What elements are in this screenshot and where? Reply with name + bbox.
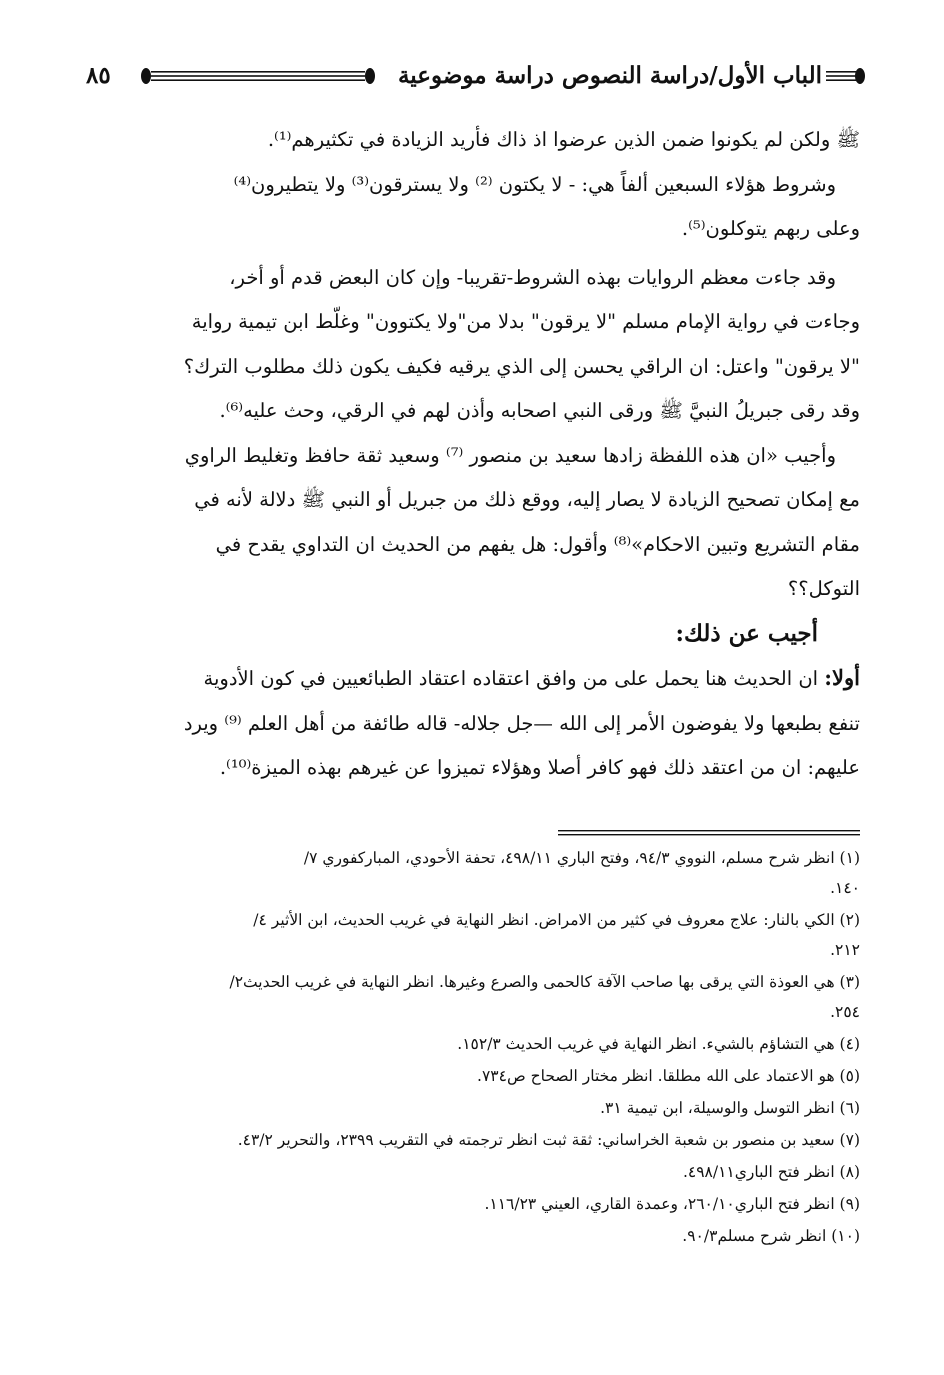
running-head-title: الباب الأول/دراسة النصوص دراسة موضوعية bbox=[397, 62, 822, 89]
footnotes bbox=[80, 843, 860, 1253]
text-line: وجاءت في رواية الإمام مسلم "لا يرقون" بدلا من"ولا يكتوون" وغلّط ابن تيمية رواية bbox=[191, 310, 860, 333]
text-line: ﷺ ولكن لم يكونوا ضمن الذين عرضوا اذ ذاك فأريد الزيادة في تكثيرهم⁽¹⁾. bbox=[267, 128, 860, 151]
text-line: مع إمكان تصحيح الزيادة لا يصار إليه، ووقع ذلك من جبريل أو النبي ﷺ دلالة لأنه في bbox=[194, 488, 860, 511]
page-number: ٨٥ bbox=[86, 62, 111, 89]
footnote-separator bbox=[558, 830, 860, 836]
text-line: مقام التشريع وتبين الاحكام»⁽⁸⁾ وأقول: هل يفهم من الحديث ان التداوي يقدح في bbox=[215, 532, 860, 556]
footnote-6: (٦) انظر التوسل والوسيلة، ابن تيمية ٣١. bbox=[600, 1099, 860, 1117]
section-heading: أجيب عن ذلك: bbox=[675, 619, 818, 647]
text-line: وقد رقى جبريلُ النبيَّ ﷺ ورقى النبي اصحابه وأذن لهم في الرقي، وحث عليه⁽⁶⁾. bbox=[219, 399, 860, 422]
footnote-1: (١) انظر شرح مسلم، النووي ٩٤/٣، وفتح الباري ٤٩٨/١١، تحفة الأحودي، المباركفوري ٧/ ١٤٠. bbox=[303, 849, 860, 897]
footnote-5: (٥) هو الاعتماد على الله مطلقا. انظر مختار الصحاح ص٧٣٤. bbox=[477, 1067, 860, 1085]
header-ornament-rule-right bbox=[826, 67, 866, 85]
footnote-2: (٢) الكي بالنار: علاج معروف في كثير من الامراض. انظر النهاية في غريب الحديث، ابن الأثير ٤/ ٢١٢. bbox=[253, 911, 860, 959]
footnote-8: (٨) انظر فتح الباري٤٩٨/١١. bbox=[682, 1163, 860, 1181]
point-text: ان الحديث هنا يحمل على من وافق اعتقاده اعتقاد الطبائعيين في كون الأدوية bbox=[203, 667, 825, 690]
page-header bbox=[86, 58, 866, 94]
main-text bbox=[80, 118, 860, 791]
text-line: وقد جاءت معظم الروايات بهذه الشروط-تقريبا- وإن كان البعض قدم أو أخر، bbox=[229, 265, 836, 289]
text-line: تنفع بطبعها ولا يفوضون الأمر إلى الله —جل جلاله- قاله طائفة من أهل العلم ⁽⁹⁾ ويرد bbox=[183, 711, 860, 735]
text-line: عليهم: ان من اعتقد ذلك فهو كافر أصلا وهؤلاء تميزوا عن غيرهم بهذه الميزة⁽¹⁰⁾. bbox=[219, 756, 860, 779]
text-line: وعلى ربهم يتوكلون⁽⁵⁾. bbox=[681, 217, 860, 240]
footnote-7: (٧) سعيد بن منصور بن شعبة الخراساني: ثقة ثبت انظر ترجمته في التقريب ٢٣٩٩، والتحرير ٤٣/٢. bbox=[237, 1131, 860, 1149]
text-line bbox=[80, 656, 860, 702]
text-line: وأجيب «ان هذه اللفظة زادها سعيد بن منصور ⁽⁷⁾ وسعيد ثقة حافظ وتغليط الراوي bbox=[184, 443, 836, 467]
text-line: وشروط هؤلاء السبعين ألفاً هي: - لا يكتون ⁽²⁾ ولا يسترقون⁽³⁾ ولا يتطيرون⁽⁴⁾ bbox=[233, 172, 836, 196]
footnote-4: (٤) هي التشاؤم بالشيء. انظر النهاية في غريب الحديث ١٥٢/٣. bbox=[457, 1035, 860, 1053]
header-ornament-rule-left bbox=[140, 67, 376, 85]
footnote-3: (٣) هي العوذة التي يرقى بها صاحب الآفة كالحمى والصرع وغيرها. انظر النهاية في غريب الحديث٢/ ٢٥٤. bbox=[229, 973, 860, 1021]
point-label: أولا: bbox=[824, 665, 860, 690]
footnote-9: (٩) انظر فتح الباري٢٦٠/١٠، وعمدة القاري، العيني ١١٦/٢٣. bbox=[484, 1195, 860, 1213]
text-line: "لا يرقون" واعتل: ان الراقي يحسن إلى الذي يرقيه فكيف يكون ذلك مطلوب الترك؟ bbox=[183, 354, 860, 378]
footnote-10: (١٠) انظر شرح مسلم٩٠/٣. bbox=[682, 1227, 860, 1245]
text-line: التوكل؟؟ bbox=[787, 577, 860, 600]
